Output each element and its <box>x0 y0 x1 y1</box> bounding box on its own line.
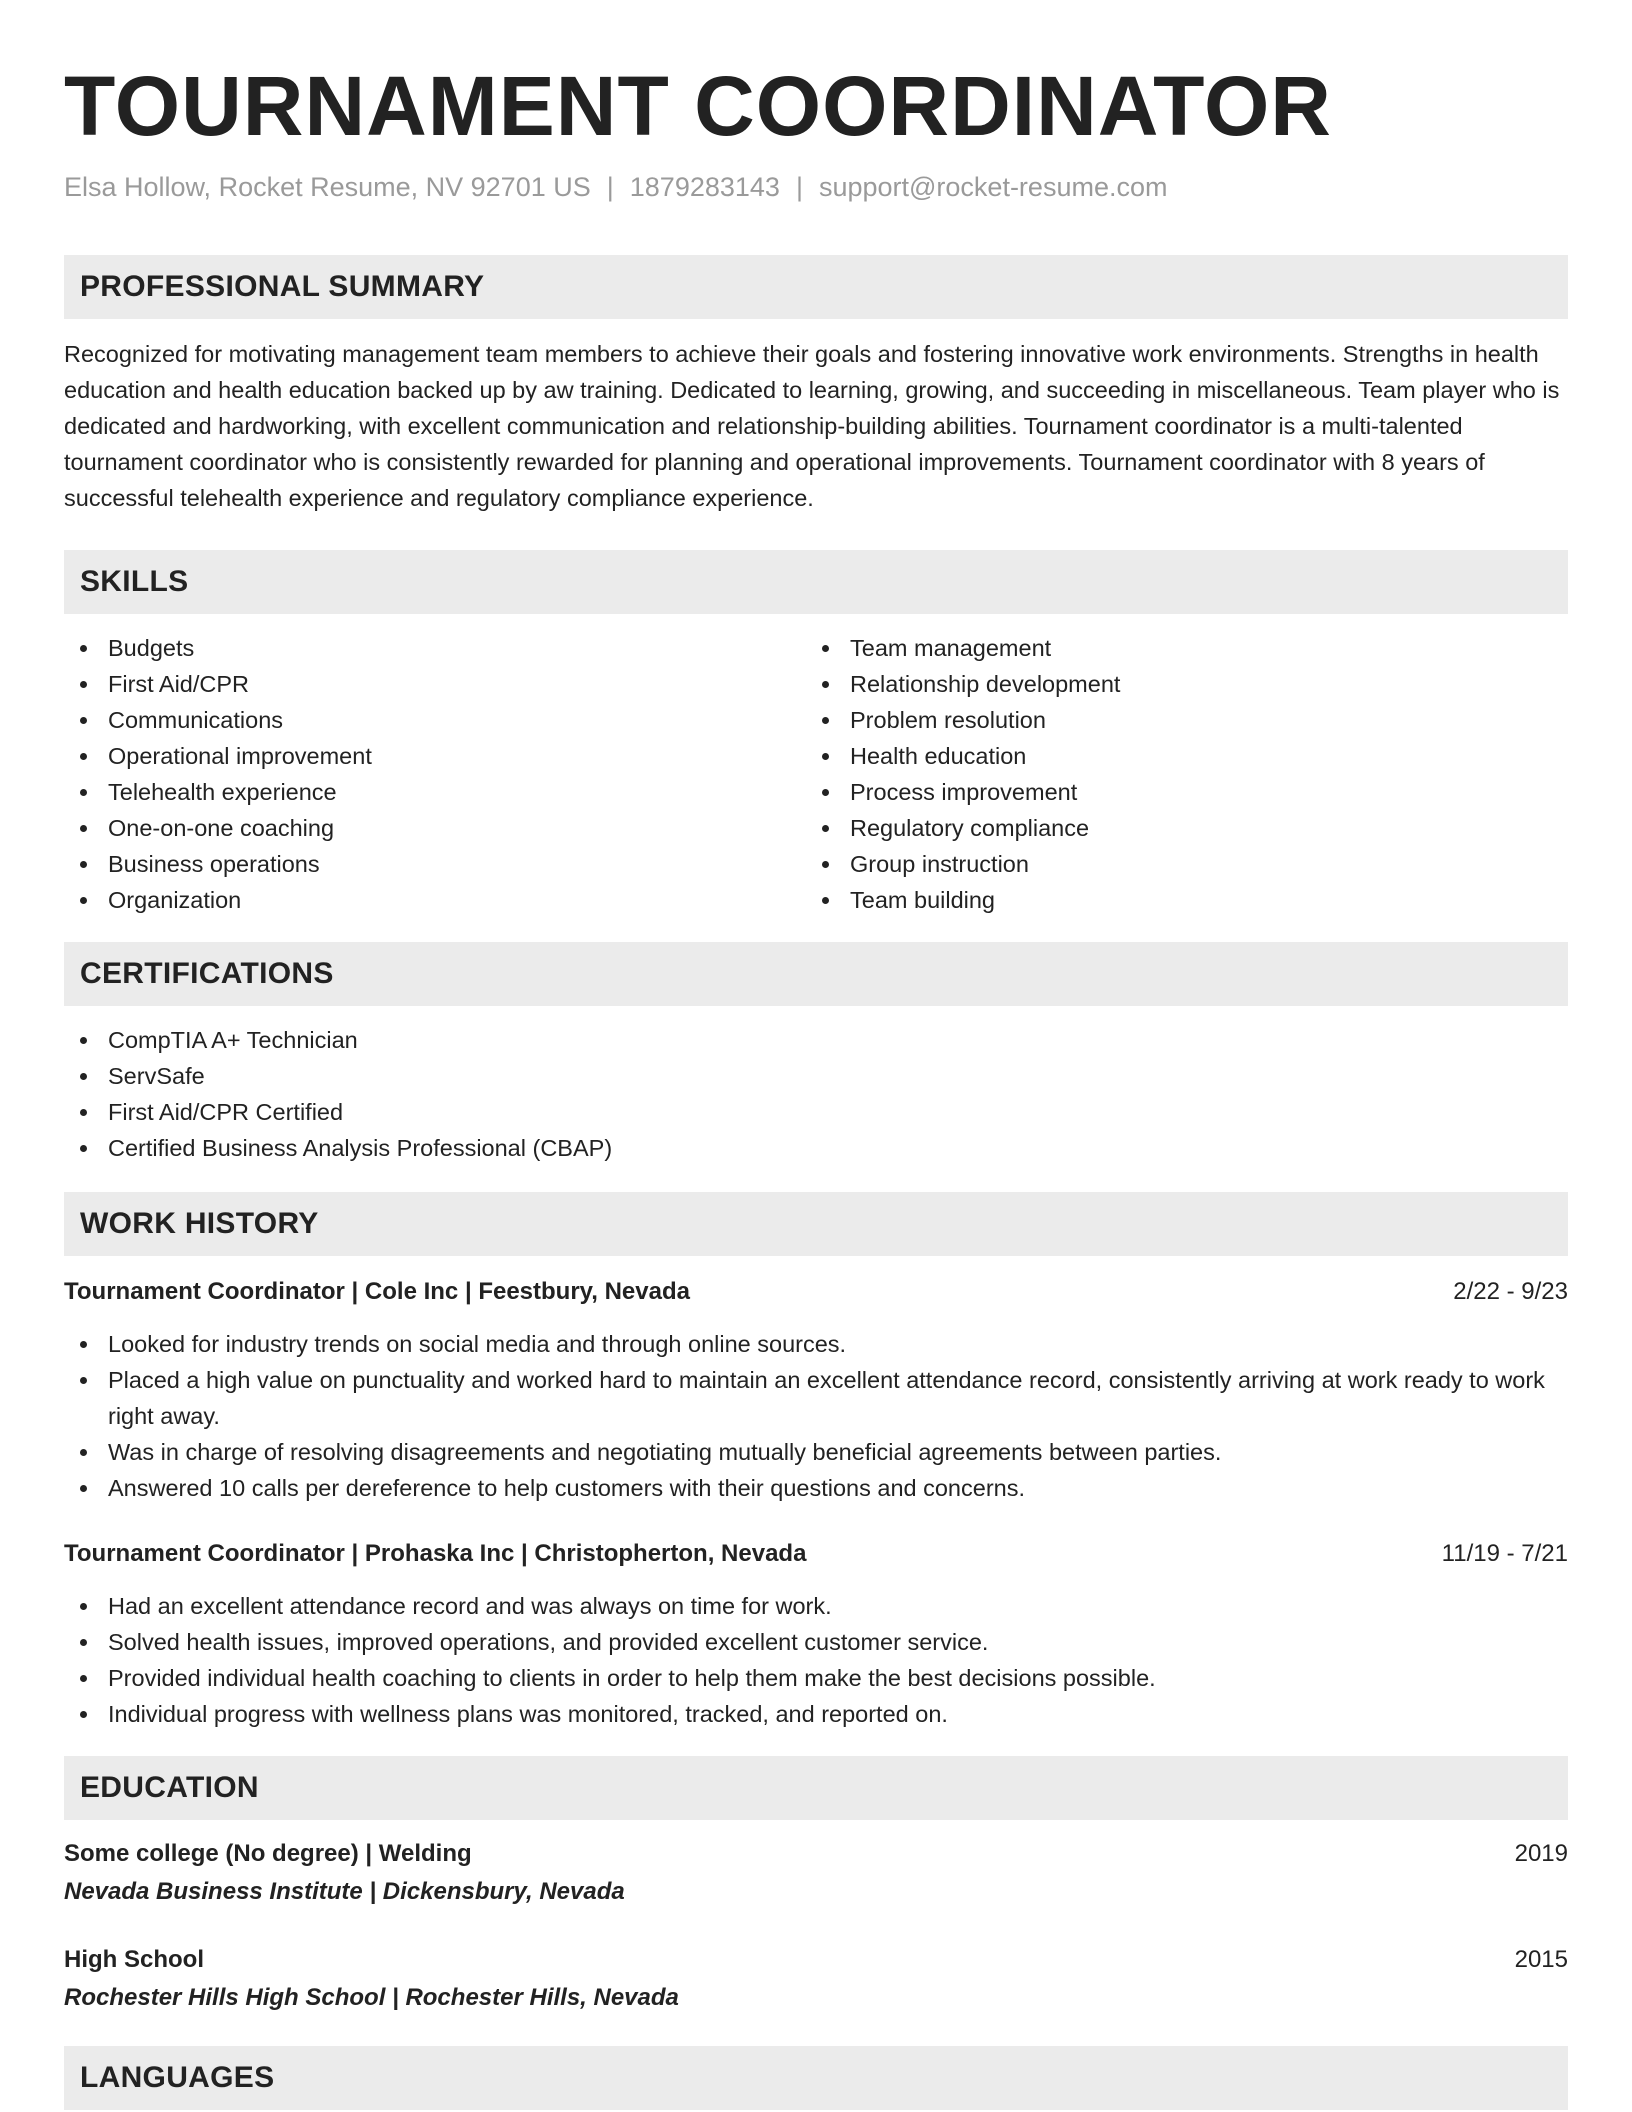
job-duty-item: Provided individual health coaching to clients in order to help them make the best decisions possible. <box>64 1660 1568 1696</box>
education-degree: Some college (No degree) | Welding <box>64 1840 472 1867</box>
education-header <box>64 1942 1568 1978</box>
contact-phone: 1879283143 <box>629 172 780 202</box>
job-duty-item: Answered 10 calls per dereference to help customers with their questions and concerns. <box>64 1470 1568 1506</box>
education-school: Rochester Hills High School | Rochester Hills, Nevada <box>64 1984 679 2011</box>
certification-item: CompTIA A+ Technician <box>64 1022 1568 1058</box>
skill-item: Team management <box>806 630 1548 666</box>
skills-columns <box>64 630 1568 918</box>
job-dates: 2/22 - 9/23 <box>1453 1278 1568 1305</box>
skills-list-left <box>64 630 806 918</box>
section-heading-work-history: WORK HISTORY <box>64 1192 1568 1256</box>
skill-item: Relationship development <box>806 666 1548 702</box>
job-title: Tournament Coordinator | Cole Inc | Feestbury, Nevada <box>64 1278 690 1305</box>
certification-item: First Aid/CPR Certified <box>64 1094 1568 1130</box>
skill-item: Organization <box>64 882 806 918</box>
skills-list-right <box>806 630 1548 918</box>
section-heading-languages: LANGUAGES <box>64 2046 1568 2110</box>
section-heading-education: EDUCATION <box>64 1756 1568 1820</box>
contact-address: Elsa Hollow, Rocket Resume, NV 92701 US <box>64 172 591 202</box>
job-header <box>64 1536 1568 1572</box>
certification-item: Certified Business Analysis Professional (CBAP) <box>64 1130 1568 1166</box>
skill-item: Group instruction <box>806 846 1548 882</box>
job-duties-list <box>64 1326 1568 1506</box>
education-year: 2015 <box>1514 1946 1568 1973</box>
job-duty-item: Solved health issues, improved operations, and provided excellent customer service. <box>64 1624 1568 1660</box>
skill-item: Problem resolution <box>806 702 1548 738</box>
contact-line <box>64 170 1568 204</box>
contact-separator: | <box>795 172 803 202</box>
job-duty-item: Placed a high value on punctuality and worked hard to maintain an excellent attendance record, consistently arriving at work ready to work right away. <box>64 1362 1568 1434</box>
contact-separator: | <box>606 172 614 202</box>
resume-title: TOURNAMENT COORDINATOR <box>64 59 1332 153</box>
job-dates: 11/19 - 7/21 <box>1441 1540 1568 1567</box>
job-duty-item: Looked for industry trends on social media and through online sources. <box>64 1326 1568 1362</box>
job-header <box>64 1274 1568 1310</box>
education-degree: High School <box>64 1946 204 1973</box>
certification-item: ServSafe <box>64 1058 1568 1094</box>
job-title: Tournament Coordinator | Prohaska Inc | Christopherton, Nevada <box>64 1540 807 1567</box>
skill-item: Budgets <box>64 630 806 666</box>
skill-item: Regulatory compliance <box>806 810 1548 846</box>
skill-item: One-on-one coaching <box>64 810 806 846</box>
education-year: 2019 <box>1514 1840 1568 1867</box>
education-school: Nevada Business Institute | Dickensbury, Nevada <box>64 1878 625 1905</box>
education-header <box>64 1836 1568 1872</box>
skill-item: First Aid/CPR <box>64 666 806 702</box>
section-heading-summary: PROFESSIONAL SUMMARY <box>64 255 1568 319</box>
skill-item: Operational improvement <box>64 738 806 774</box>
skill-item: Process improvement <box>806 774 1548 810</box>
skill-item: Team building <box>806 882 1548 918</box>
certifications-list <box>64 1022 1568 1166</box>
job-duty-item: Individual progress with wellness plans was monitored, tracked, and reported on. <box>64 1696 1568 1732</box>
skill-item: Communications <box>64 702 806 738</box>
job-duty-item: Had an excellent attendance record and was always on time for work. <box>64 1588 1568 1624</box>
job-duty-item: Was in charge of resolving disagreements and negotiating mutually beneficial agreements between parties. <box>64 1434 1568 1470</box>
skill-item: Health education <box>806 738 1548 774</box>
skill-item: Telehealth experience <box>64 774 806 810</box>
section-heading-skills: SKILLS <box>64 550 1568 614</box>
contact-email: support@rocket-resume.com <box>818 172 1168 202</box>
skill-item: Business operations <box>64 846 806 882</box>
section-heading-certifications: CERTIFICATIONS <box>64 942 1568 1006</box>
job-duties-list <box>64 1588 1568 1732</box>
summary-text: Recognized for motivating management team members to achieve their goals and fostering innovative work environments. Strengths in health education and health education backed up by aw training. Dedicated to learning, growing, and succeeding in miscellaneous. Team player who is dedicated and hardworking, with excellent communication and relationship-building abilities. Tournament coordinator is a multi-talented tournament coordinator who is consistently rewarded for planning and operational improvements. Tournament coordinator with 8 years of successful telehealth experience and regulatory compliance experience. <box>64 341 1560 511</box>
